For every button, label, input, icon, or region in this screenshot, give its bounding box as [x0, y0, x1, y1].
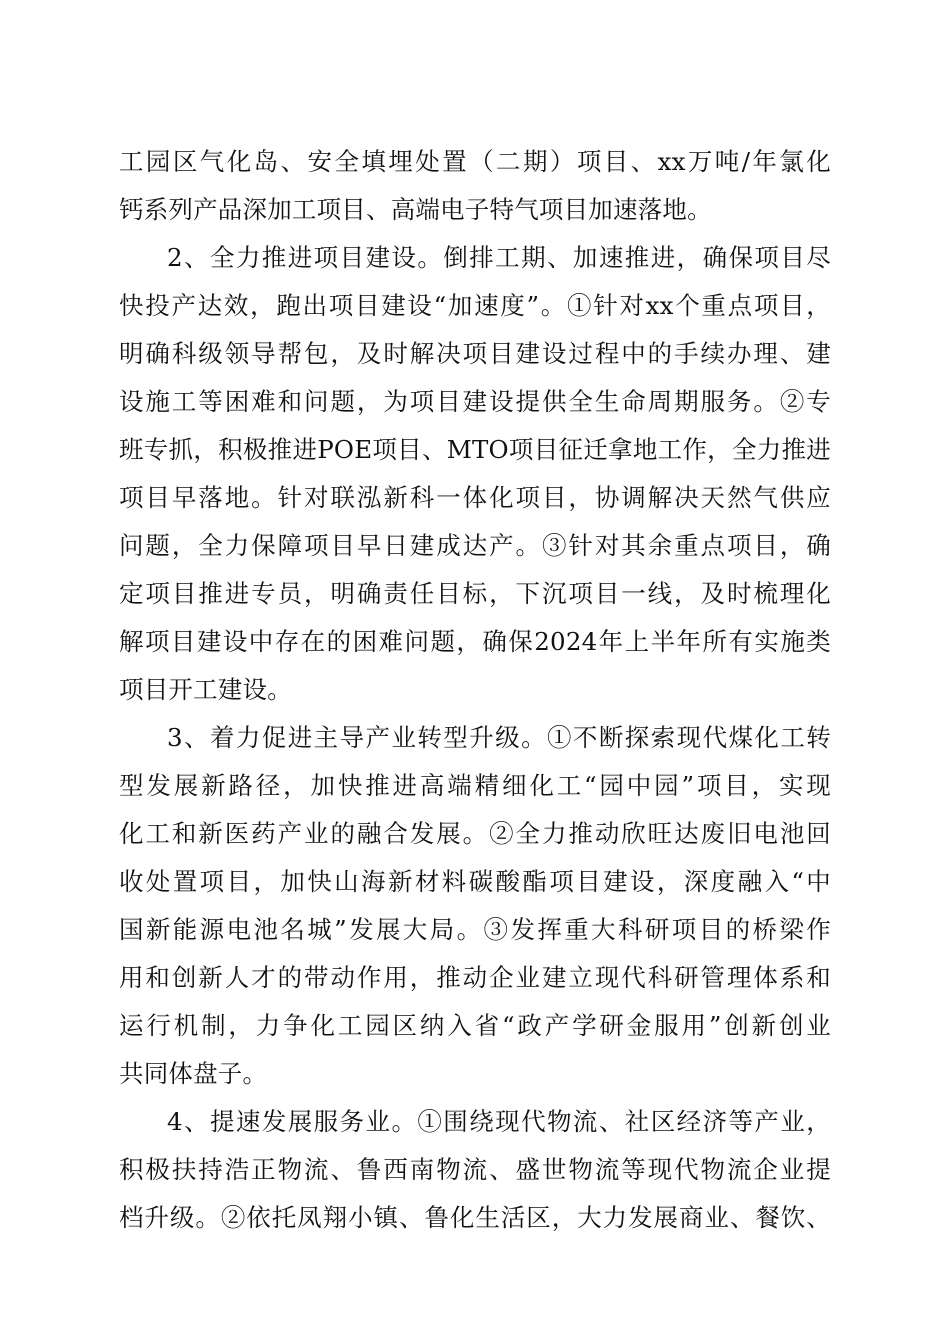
text-line: 钙系列产品深加工项目、高端电子特气项目加速落地。 — [119, 195, 712, 224]
text-line: 项目早落地。针对联泓新科一体化项目，协调解决天然气供应 — [119, 483, 831, 512]
text-line: 国新能源电池名城”发展大局。③发挥重大科研项目的桥梁作 — [119, 915, 831, 944]
text-line: 明确科级领导帮包，及时解决项目建设过程中的手续办理、建 — [119, 339, 831, 368]
text-line: 共同体盘子。 — [119, 1059, 268, 1088]
text-line: 型发展新路径，加快推进高端精细化工“园中园”项目，实现 — [119, 771, 831, 800]
text-line: 设施工等困难和问题，为项目建设提供全生命周期服务。②专 — [119, 387, 831, 416]
text-line: 解项目建设中存在的困难问题，确保2024年上半年所有实施类 — [119, 627, 831, 656]
text-line: 运行机制，力争化工园区纳入省“政产学研金服用”创新创业 — [119, 1011, 831, 1040]
text-line: 工园区气化岛、安全填埋处置（二期）项目、xx万吨/年氯化 — [119, 147, 831, 176]
text-line: 定项目推进专员，明确责任目标，下沉项目一线，及时梳理化 — [119, 579, 831, 608]
text-line: 积极扶持浩正物流、鲁西南物流、盛世物流等现代物流企业提 — [119, 1155, 831, 1184]
text-line: 问题，全力保障项目早日建成达产。③针对其余重点项目，确 — [119, 531, 831, 560]
paragraph-start-line: 4、提速发展服务业。①围绕现代物流、社区经济等产业， — [167, 1107, 831, 1136]
text-line: 收处置项目，加快山海新材料碳酸酯项目建设，深度融入“中 — [119, 867, 831, 896]
text-line: 快投产达效，跑出项目建设“加速度”。①针对xx个重点项目， — [119, 291, 831, 320]
text-line: 化工和新医药产业的融合发展。②全力推动欣旺达废旧电池回 — [119, 819, 831, 848]
text-line: 班专抓，积极推进POE项目、MTO项目征迁拿地工作，全力推进 — [119, 435, 831, 464]
text-line: 用和创新人才的带动作用，推动企业建立现代科研管理体系和 — [119, 963, 831, 992]
paragraph-start-line: 3、着力促进主导产业转型升级。①不断探索现代煤化工转 — [167, 723, 831, 752]
text-line: 项目开工建设。 — [119, 675, 292, 704]
text-line: 档升级。②依托凤翔小镇、鲁化生活区，大力发展商业、餐饮、 — [119, 1203, 831, 1232]
paragraph-start-line: 2、全力推进项目建设。倒排工期、加速推进，确保项目尽 — [167, 243, 831, 272]
document-page — [119, 138, 831, 1242]
